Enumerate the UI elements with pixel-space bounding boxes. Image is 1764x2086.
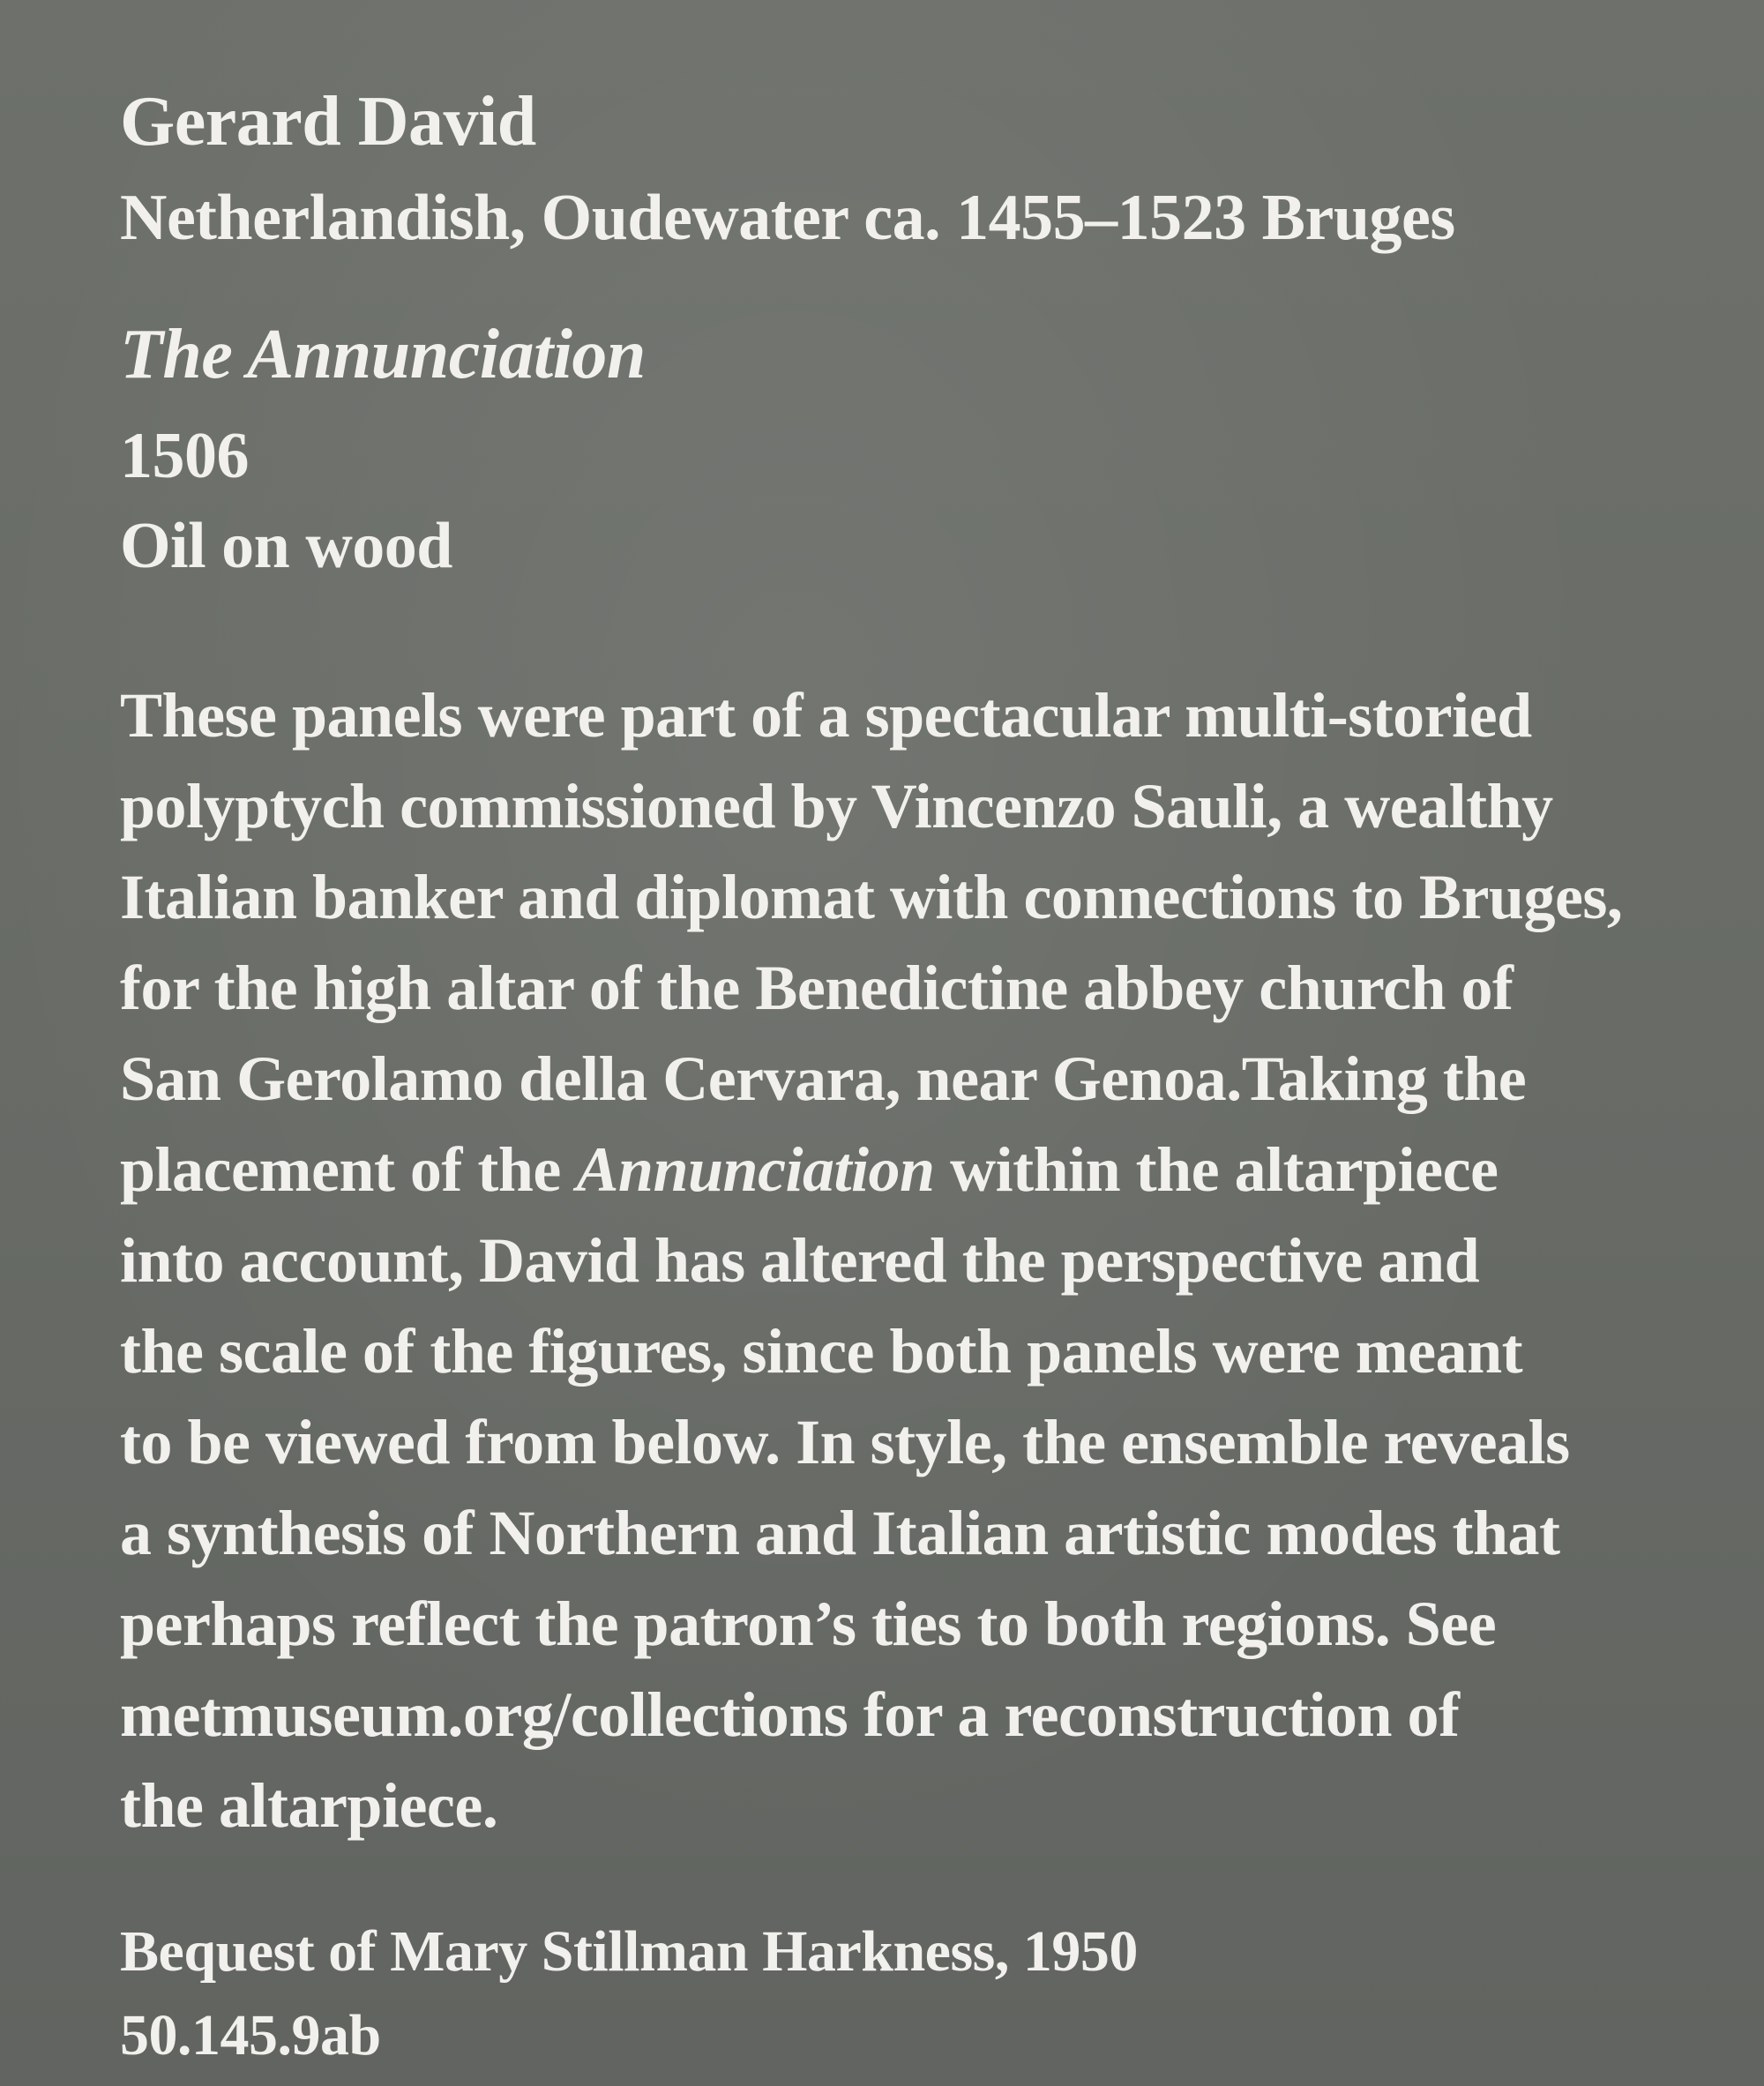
artwork-date: 1506 [120, 420, 249, 492]
description-line: to be viewed from below. In style, the ensemble reveals [120, 1407, 1570, 1477]
description-line: for the high altar of the Benedictine abbey church of [120, 953, 1514, 1023]
description-line: metmuseum.org/collections for a reconstruction of [120, 1679, 1460, 1750]
artist-nationality-dates: Netherlandish, Oudewater ca. 1455–1523 Bruges [120, 182, 1455, 254]
italic-title-reference: Annunciation [576, 1134, 935, 1205]
description-line: the scale of the figures, since both panels were meant [120, 1316, 1523, 1387]
description-line: perhaps reflect the patron’s ties to both regions. See [120, 1589, 1497, 1659]
artwork-title: The Annunciation [120, 316, 646, 393]
artist-name: Gerard David [120, 83, 536, 161]
description-line: Italian banker and diplomat with connections to Bruges, [120, 862, 1623, 932]
description-line-with-italic [120, 1134, 1499, 1205]
description-line: These panels were part of a spectacular multi-storied [120, 680, 1532, 751]
artwork-medium: Oil on wood [120, 510, 452, 582]
description-line: polyptych commissioned by Vincenzo Sauli, a wealthy [120, 771, 1553, 841]
description-line: into account, David has altered the perspective and [120, 1225, 1480, 1296]
description-line: San Gerolamo della Cervara, near Genoa.Taking the [120, 1043, 1527, 1114]
accession-number: 50.145.9ab [120, 2003, 381, 2067]
credit-line: Bequest of Mary Stillman Harkness, 1950 [120, 1919, 1138, 1984]
description-fragment: placement of the [120, 1134, 577, 1205]
description-fragment: within the altarpiece [934, 1134, 1499, 1205]
description-line: a synthesis of Northern and Italian artistic modes that [120, 1498, 1560, 1568]
description-line: the altarpiece. [120, 1770, 498, 1841]
